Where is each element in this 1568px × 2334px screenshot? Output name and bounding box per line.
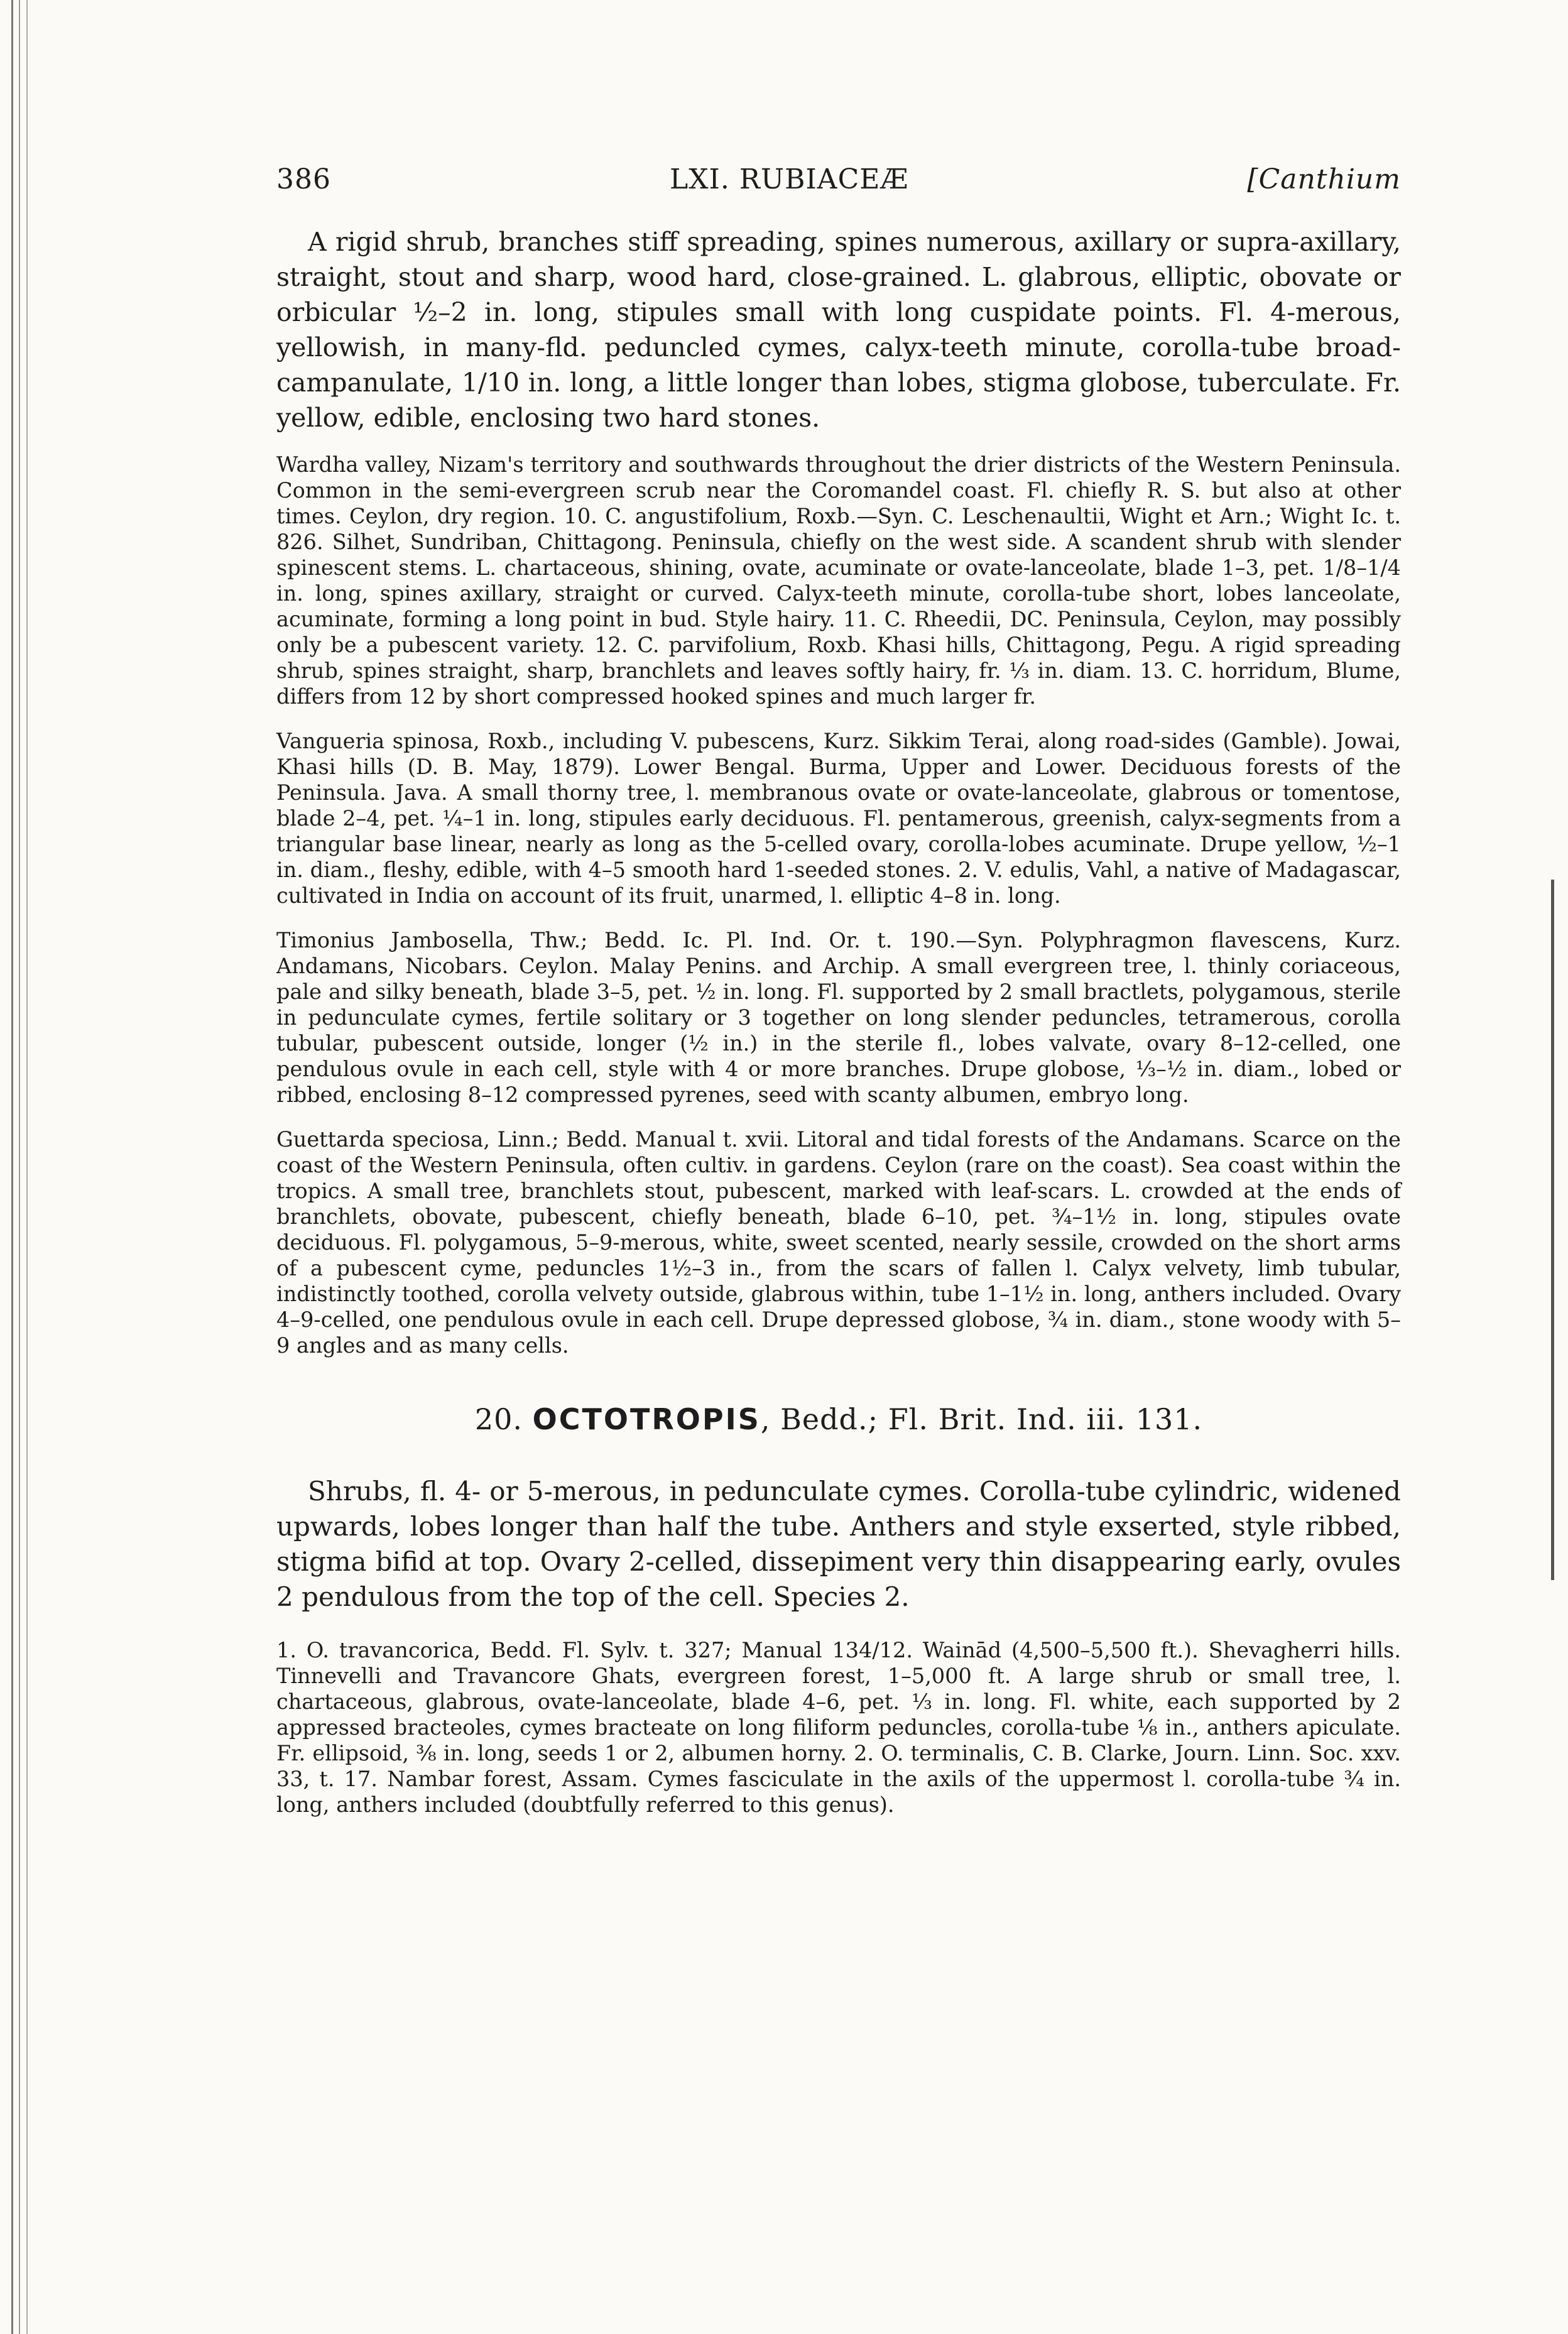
page-edge-shadow: [1551, 880, 1554, 1580]
canthium-description: A rigid shrub, branches stiff spreading, spines numerous, axillary or supra-axillary, straight, stout and sharp, wood hard, close-grained. L. glabrous, elliptic, obovate or orbicular ½–2 in. long, stipules small with long cuspidate points. Fl. 4-merous, yellowish, in many-fld. peduncled cymes, calyx-teeth minute, corolla-tube broad-campanulate, 1/10 in. long, a little longer than lobes, stigma globose, tuberculate. Fr. yellow, edible, enclosing two hard stones.: [276, 227, 1401, 433]
section-genus: OCTOTROPIS: [532, 1402, 761, 1436]
guettarda-notes: Guettarda speciosa, Linn.; Bedd. Manual t. xvii. Litoral and tidal forests of the Andamans. Scarce on the coast of the Western Peninsula, often cultiv. in gardens. Ceylon (rare on the coast). Sea coast within the tropics. A small tree, branchlets stout, pubescent, marked with leaf-scars. L. crowded at the ends of branchlets, obovate, pubescent, chiefly beneath, blade 6–10, pet. ¾–1½ in. long, stipules ovate deciduous. Fl. polygamous, 5–9-merous, white, sweet scented, nearly sessile, crowded on the short arms of a pubescent cyme, peduncles 1½–3 in., from the scars of fallen l. Calyx velvety, limb tubular, indistinctly toothed, corolla velvety outside, glabrous within, tube 1–1½ in. long, anthers included. Ovary 4–9-celled, one pendulous ovule in each cell. Drupe depressed globose, ¾ in. diam., stone woody with 5–9 angles and as many cells.: [276, 1127, 1401, 1358]
timonius-notes: Timonius Jambosella, Thw.; Bedd. Ic. Pl. Ind. Or. t. 190.—Syn. Polyphragmon flavescens, Kurz. Andamans, Nicobars. Ceylon. Malay Penins. and Archip. A small evergreen tree, l. thinly coriaceous, pale and silky beneath, blade 3–5, pet. ½ in. long. Fl. supported by 2 small bractlets, polygamous, sterile in pedunculate cymes, fertile solitary or 3 together on long slender peduncles, tetramerous, corolla tubular, pubescent outside, longer (½ in.) in the sterile fl., lobes valvate, ovary 8–12-celled, one pendulous ovule in each cell, style with 4 or more branches. Drupe globose, ⅓–½ in. diam., lobed or ribbed, enclosing 8–12 compressed pyrenes, seed with scanty albumen, embryo long.: [276, 928, 1401, 1107]
octotropis-species: 1. O. travancorica, Bedd. Fl. Sylv. t. 327; Manual 134/12. Wainād (4,500–5,500 ft.). Shevagherri hills. Tinnevelli and Travancore Ghats, evergreen forest, 1–5,000 ft. A large shrub or small tree, l. chartaceous, glabrous, ovate-lanceolate, blade 4–6, pet. ⅓ in. long. Fl. white, each supported by 2 appressed bracteoles, cymes bracteate on long filiform peduncles, corolla-tube ⅛ in., anthers apiculate. Fr. ellipsoid, ⅜ in. long, seeds 1 or 2, albumen horny. 2. O. terminalis, C. B. Clarke, Journ. Linn. Soc. xxv. 33, t. 17. Nambar forest, Assam. Cymes fasciculate in the axils of the uppermost l. corolla-tube ¾ in. long, anthers included (doubtfully referred to this genus).: [276, 1638, 1401, 1817]
binding-edge-line: [11, 0, 13, 2334]
vangueria-notes: Vangueria spinosa, Roxb., including V. pubescens, Kurz. Sikkim Terai, along road-sides (Gamble). Jowai, Khasi hills (D. B. May, 1879). Lower Bengal. Burma, Upper and Lower. Deciduous forests of the Peninsula. Java. A small thorny tree, l. membranous ovate or ovate-lanceolate, glabrous or tomentose, blade 2–4, pet. ¼–1 in. long, stipules early deciduous. Fl. pentamerous, greenish, calyx-segments from a triangular base linear, nearly as long as the 5-celled ovary, corolla-lobes acuminate. Drupe yellow, ½–1 in. diam., fleshy, edible, with 4–5 smooth hard 1-seeded stones. 2. V. edulis, Vahl, a native of Madagascar, cultivated in India on account of its fruit, unarmed, l. elliptic 4–8 in. long.: [276, 729, 1401, 908]
canthium-notes: Wardha valley, Nizam's territory and southwards throughout the drier districts of the Western Peninsula. Common in the semi-evergreen scrub near the Coromandel coast. Fl. chiefly R. S. but also at other times. Ceylon, dry region. 10. C. angustifolium, Roxb.—Syn. C. Leschenaultii, Wight et Arn.; Wight Ic. t. 826. Silhet, Sundriban, Chittagong. Peninsula, chiefly on the west side. A scandent shrub with slender spinescent stems. L. chartaceous, shining, ovate, acuminate or ovate-lanceolate, blade 1–3, pet. 1/8–1/4 in. long, spines axillary, straight or curved. Calyx-teeth minute, corolla-tube short, lobes lanceolate, acuminate, forming a long point in bud. Style hairy. 11. C. Rheedii, DC. Peninsula, Ceylon, may possibly only be a pubescent variety. 12. C. parvifolium, Roxb. Khasi hills, Chittagong, Pegu. A rigid spreading shrub, spines straight, sharp, branchlets and leaves softly hairy, fr. ⅓ in. diam. 13. C. horridum, Blume, differs from 12 by short compressed hooked spines and much larger fr.: [276, 452, 1401, 709]
binding-edge-line: [19, 0, 20, 2334]
running-head: [Canthium: [1247, 163, 1401, 195]
book-page: [276, 163, 1401, 1836]
octotropis-description: Shrubs, fl. 4- or 5-merous, in pedunculate cymes. Corolla-tube cylindric, widened upwards, lobes longer than half the tube. Anthers and style exserted, style ribbed, stigma bifid at top. Ovary 2-celled, dissepiment very thin disappearing early, ovules 2 pendulous from the top of the cell. Species 2.: [276, 1476, 1401, 1612]
section-number: 20.: [474, 1402, 523, 1436]
binding-edge-line: [26, 0, 28, 2334]
chapter-title: LXI. RUBIACEÆ: [669, 163, 909, 195]
section-citation: , Bedd.; Fl. Brit. Ind. iii. 131.: [760, 1402, 1203, 1436]
running-header: [276, 163, 1401, 195]
page-number: 386: [276, 163, 331, 195]
section-heading: [276, 1402, 1401, 1436]
